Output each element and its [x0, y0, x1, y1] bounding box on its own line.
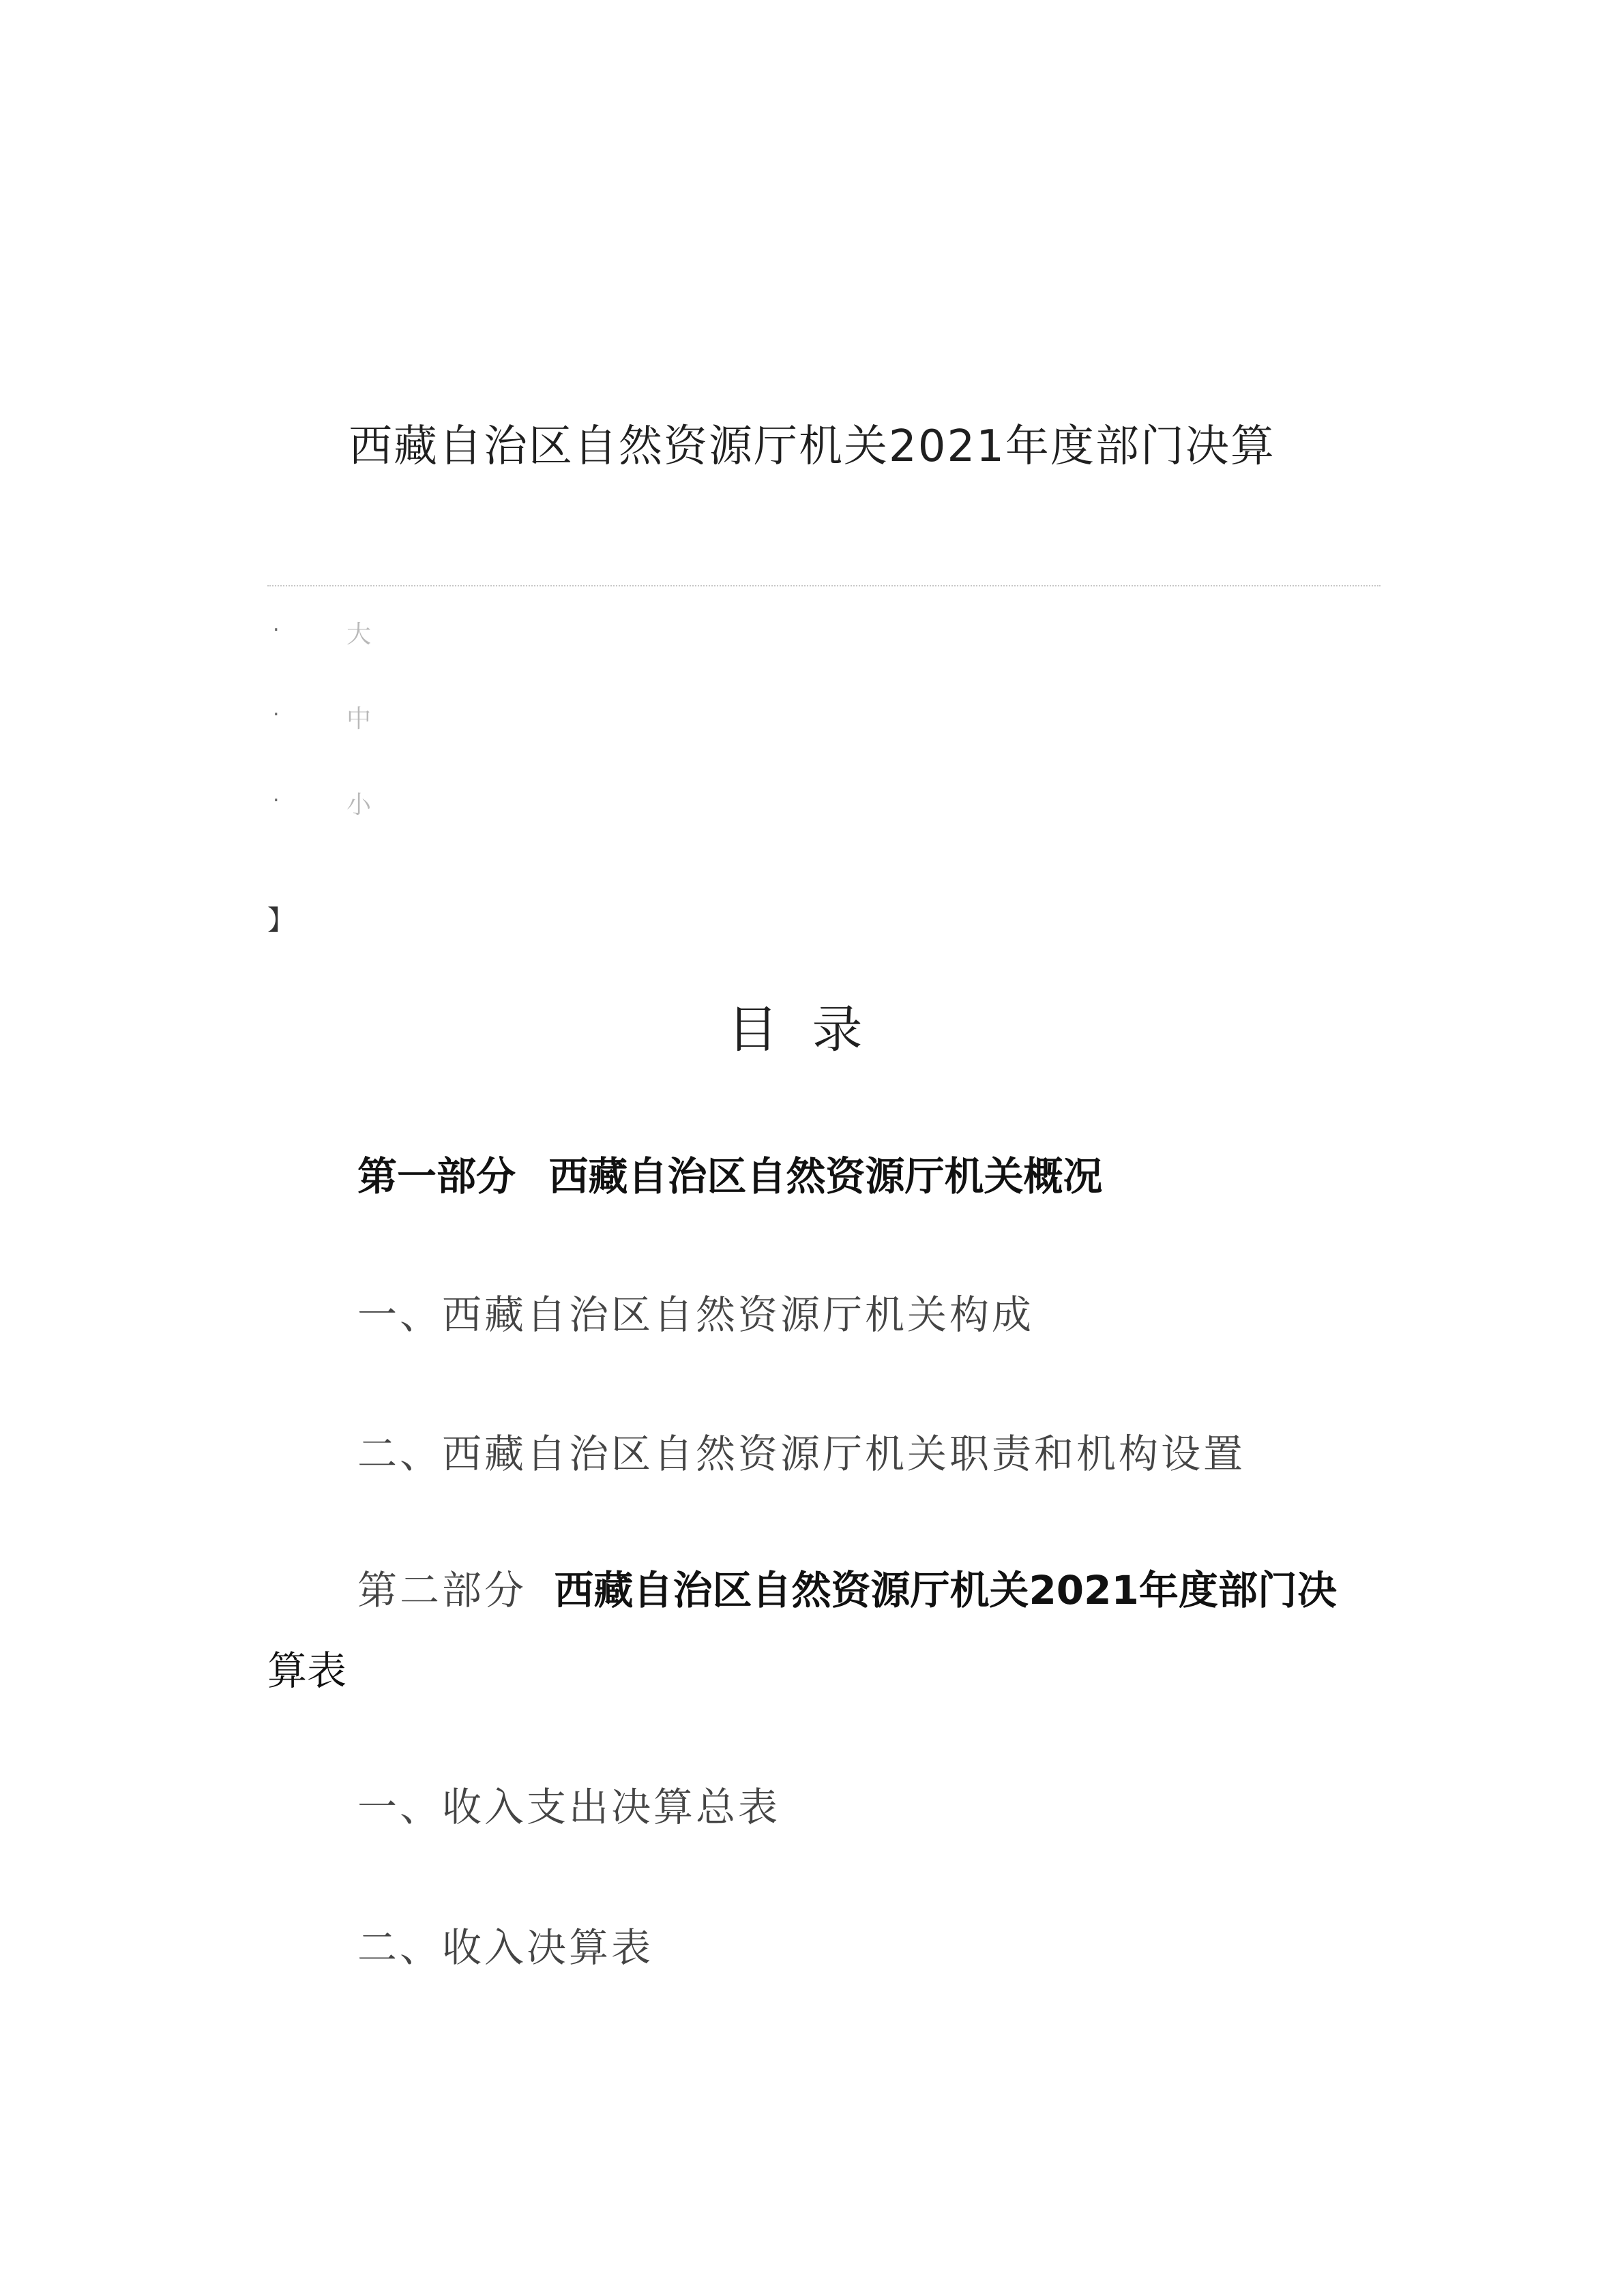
bracket-glyph: 】	[267, 905, 295, 936]
bullet-icon: .	[273, 697, 280, 721]
toc-part1-prefix: 第一部分	[357, 1153, 516, 1199]
toc-part1[interactable]	[267, 1149, 1476, 1204]
toc-part2-prefix: 第二部分	[357, 1567, 527, 1613]
toc-part2-item-2-label: 二、收入决算表	[357, 1924, 654, 1971]
font-size-medium-option[interactable]	[273, 693, 477, 734]
font-size-medium-label[interactable]: 中	[346, 705, 372, 733]
bullet-icon: .	[273, 783, 280, 807]
font-size-large-option[interactable]	[273, 608, 477, 649]
page-title: 西藏自治区自然资源厅机关2021年度部门决算	[349, 421, 1275, 472]
toc-part2-title-line1: 西藏自治区自然资源厅机关2021年度部门决	[554, 1567, 1337, 1613]
font-size-large-label[interactable]: 大	[346, 621, 372, 648]
toc-part1-item-1[interactable]	[267, 1287, 1476, 1342]
toc-part1-item-1-label: 一、西藏自治区自然资源厅机关构成	[357, 1292, 1035, 1338]
toc-part2-item-2[interactable]	[267, 1920, 1476, 1975]
toc-heading: 目录	[727, 1000, 897, 1059]
toc-part1-title: 西藏自治区自然资源厅机关概况	[548, 1153, 1103, 1199]
dotted-divider	[267, 585, 1381, 586]
toc-part2[interactable]	[267, 1563, 1476, 1617]
font-size-small-option[interactable]	[273, 779, 477, 820]
toc-part2-item-1-label: 一、收入支出决算总表	[357, 1784, 781, 1830]
toc-part2-title-line2: 算表	[267, 1648, 347, 1694]
bullet-icon: .	[273, 612, 280, 636]
toc-part1-item-2[interactable]	[267, 1427, 1476, 1481]
toc-part2-item-1[interactable]	[267, 1780, 1476, 1834]
toc-part2-title-line2-row[interactable]	[267, 1643, 1386, 1698]
toc-part1-item-2-label: 二、西藏自治区自然资源厅机关职责和机构设置	[357, 1431, 1246, 1477]
font-size-small-label[interactable]: 小	[346, 791, 372, 819]
